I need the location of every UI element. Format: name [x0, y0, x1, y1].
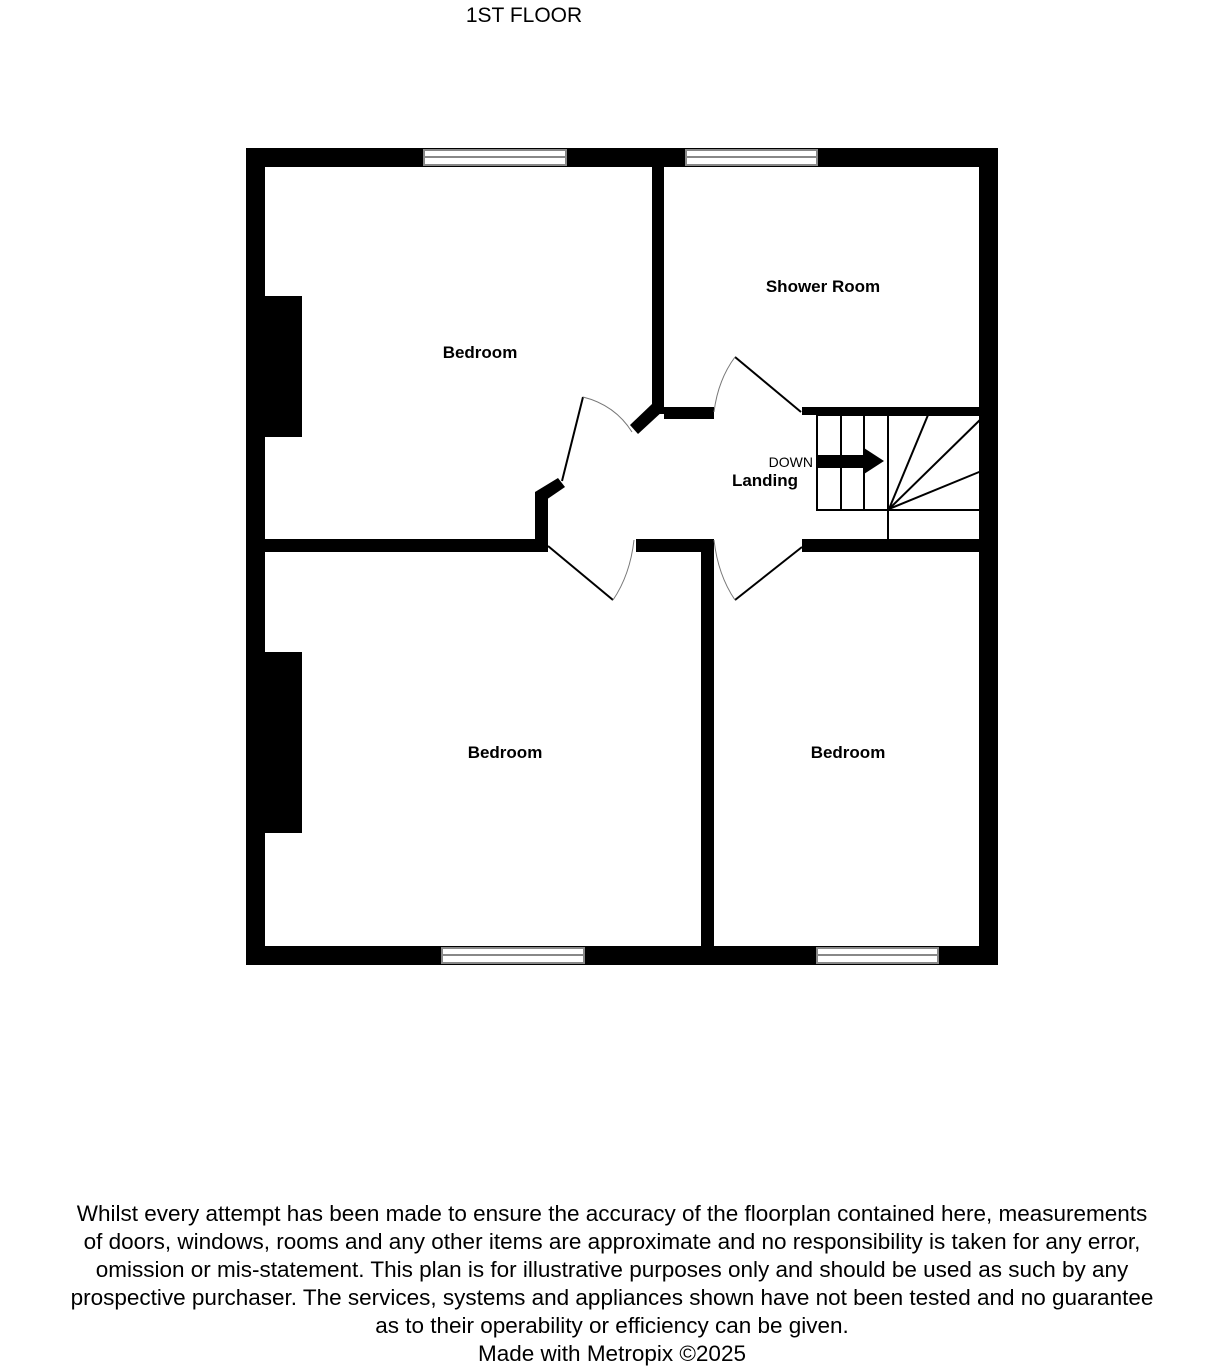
stairs-label: DOWN [768, 454, 813, 470]
wall-bedroom2-bedroom3 [701, 539, 714, 946]
disclaimer-line: Whilst every attempt has been made to ensure the accuracy of the floorplan contained here, measurements [76, 1201, 1148, 1226]
stairs-arrow-icon [817, 448, 884, 474]
disclaimer-line: omission or mis-statement. This plan is for illustrative purposes only and should be used as such by any [95, 1257, 1129, 1282]
wall-shower-bottom [802, 407, 984, 415]
floor-title: 1ST FLOOR [465, 4, 583, 27]
chimney-breast [265, 652, 302, 833]
windows [424, 150, 938, 963]
wall-bedroom-shower [652, 167, 664, 414]
wall-landing-top [664, 407, 714, 419]
wall-landing-bottom-right [802, 539, 984, 552]
room-label-shower-room: Shower Room [765, 277, 881, 296]
window [424, 150, 566, 165]
window [686, 150, 817, 165]
room-label-bedroom: Bedroom [810, 743, 886, 762]
walls [246, 148, 998, 965]
disclaimer-line: prospective purchaser. The services, systems and appliances shown have not been tested and no guarantee [70, 1285, 1154, 1310]
wall-angled [630, 404, 664, 434]
room-label-landing: Landing [731, 471, 799, 490]
door-bedroom2 [548, 540, 634, 600]
room-label-bedroom: Bedroom [467, 743, 543, 762]
staircase [817, 415, 984, 540]
outer-wall-top [246, 148, 998, 167]
door-bedroom1 [562, 397, 632, 481]
window [817, 948, 938, 963]
door-bedroom3 [714, 540, 802, 600]
outer-wall-left [246, 148, 265, 965]
disclaimer-line: of doors, windows, rooms and any other items are approximate and no responsibility is taken for any error, [83, 1229, 1141, 1254]
credit: Made with Metropix ©2025 [478, 1341, 746, 1366]
wall-bedroom1-bottom [265, 539, 548, 552]
disclaimer-line: as to their operability or efficiency can be given. [375, 1313, 849, 1338]
wall-stub [535, 492, 548, 552]
window [442, 948, 584, 963]
chimney-breast [265, 296, 302, 437]
disclaimer [0, 1200, 1224, 1368]
room-label-bedroom: Bedroom [442, 343, 518, 362]
door-shower [714, 357, 801, 412]
outer-wall-right [979, 148, 998, 965]
